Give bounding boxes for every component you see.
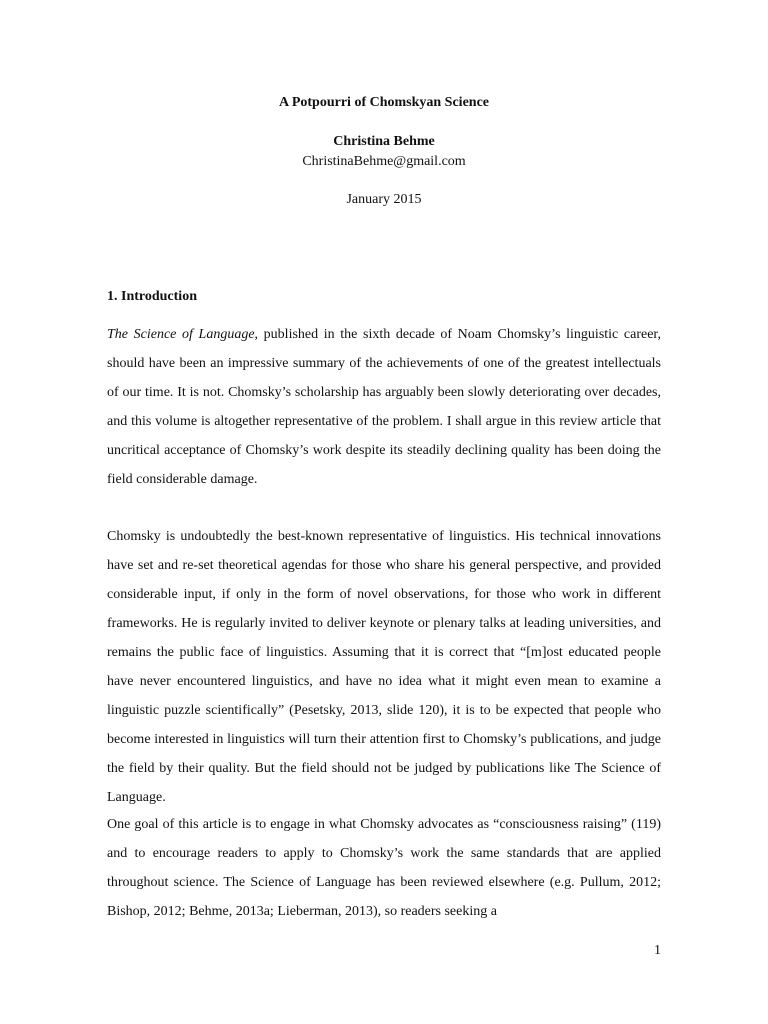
paragraph-1 xyxy=(107,320,661,494)
publication-date: January 2015 xyxy=(346,192,422,207)
book-title-italic: The Science of Language xyxy=(107,327,255,342)
author-email: ChristinaBehme@gmail.com xyxy=(302,154,466,169)
author-name: Christina Behme xyxy=(333,134,435,149)
paragraph-2: Chomsky is undoubtedly the best-known representative of linguistics. His technical innovations have set and re-set theoretical agendas for those who share his general perspective, and provided considerable input, if only in the form of novel observations, for those who work in different frameworks. He is regularly invited to deliver keynote or plenary talks at leading universities, and remains the public face of linguistics. Assuming that it is correct that “[m]ost educated people have never encountered linguistics, and have no idea what it might even mean to examine a linguistic puzzle scientifically” (Pesetsky, 2013, slide 120), it is to be expected that people who become interested in linguistics will turn their attention first to Chomsky’s publications, and judge the field by their quality. But the field should not be judged by publications like The Science of Language. xyxy=(107,529,661,805)
paragraph-1-text: , published in the sixth decade of Noam Chomsky’s linguistic career, should have been an impressive summary of the achievements of one of the greatest intellectuals of our time. It is not. Chomsky’s scholarship has arguably been slowly deteriorating over decades, and this volume is altogether representative of the problem. I shall argue in this review article that uncritical acceptance of Chomsky’s work despite its steadily declining quality has been doing the field considerable damage. xyxy=(107,327,662,487)
section-heading: 1. Introduction xyxy=(107,289,197,304)
paper-title: A Potpourri of Chomskyan Science xyxy=(279,95,489,110)
page-number: 1 xyxy=(654,943,661,958)
paragraph-3: One goal of this article is to engage in what Chomsky advocates as “consciousness raising” (119) and to encourage readers to apply to Chomsky’s work the same standards that are applied throughout science. The Science of Language has been reviewed elsewhere (e.g. Pullum, 2012; Bishop, 2012; Behme, 2013a; Lieberman, 2013), so readers seeking a xyxy=(107,817,661,919)
